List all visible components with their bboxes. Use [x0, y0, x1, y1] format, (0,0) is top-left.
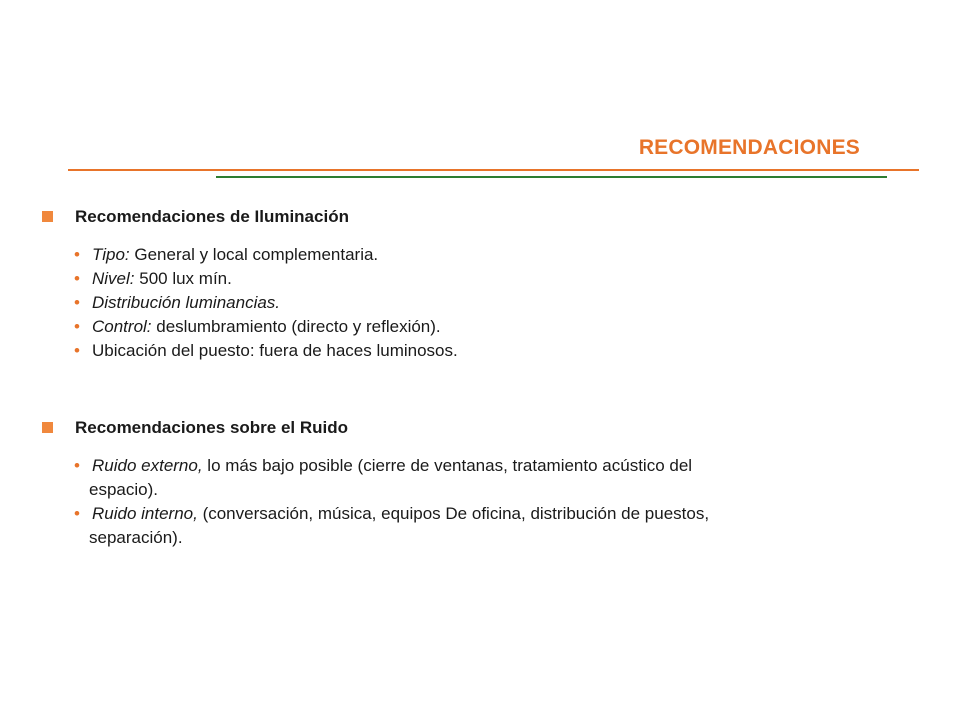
- list-item: [42, 291, 882, 315]
- square-bullet-icon: [42, 211, 53, 222]
- section-heading-text: Recomendaciones sobre el Ruido: [75, 418, 349, 437]
- item-label: Ruido interno,: [92, 504, 198, 523]
- item-label: Nivel:: [92, 269, 135, 288]
- bullet-dot-icon: •: [74, 504, 80, 523]
- page-title: RECOMENDACIONES: [638, 136, 860, 159]
- bullet-dot-icon: •: [74, 341, 80, 360]
- item-label: Control:: [92, 317, 152, 336]
- item-label: Distribución luminancias.: [92, 293, 281, 312]
- item-text: Ubicación del puesto: fuera de haces luminosos.: [92, 341, 458, 360]
- bullet-dot-icon: •: [74, 293, 80, 312]
- item-continuation: espacio).: [89, 480, 158, 499]
- list-item: [42, 502, 882, 550]
- section-noise: [42, 417, 882, 550]
- title-underline-green: [216, 176, 887, 178]
- item-label: Tipo:: [92, 245, 130, 264]
- square-bullet-icon: [42, 422, 53, 433]
- list-item: [42, 243, 882, 267]
- section-lighting: [42, 206, 882, 363]
- item-text: 500 lux mín.: [134, 269, 232, 288]
- item-text: General y local complementaria.: [129, 245, 379, 264]
- bullet-list: [42, 243, 882, 363]
- section-heading-text: Recomendaciones de Iluminación: [75, 207, 349, 226]
- list-item: [42, 267, 882, 291]
- item-text: lo más bajo posible (cierre de ventanas, tratamiento acústico del: [202, 456, 693, 475]
- item-text: deslumbramiento (directo y reflexión).: [151, 317, 441, 336]
- bullet-list: [42, 454, 882, 550]
- item-text: (conversación, música, equipos De oficina, distribución de puestos,: [197, 504, 710, 523]
- section-heading: [42, 206, 882, 228]
- item-continuation: separación).: [89, 528, 183, 547]
- title-underline-orange: [68, 169, 919, 171]
- item-label: Ruido externo,: [92, 456, 203, 475]
- section-heading: [42, 417, 882, 439]
- list-item: [42, 339, 882, 363]
- bullet-dot-icon: •: [74, 317, 80, 336]
- bullet-dot-icon: •: [74, 269, 80, 288]
- list-item: [42, 454, 882, 502]
- bullet-dot-icon: •: [74, 245, 80, 264]
- bullet-dot-icon: •: [74, 456, 80, 475]
- list-item: [42, 315, 882, 339]
